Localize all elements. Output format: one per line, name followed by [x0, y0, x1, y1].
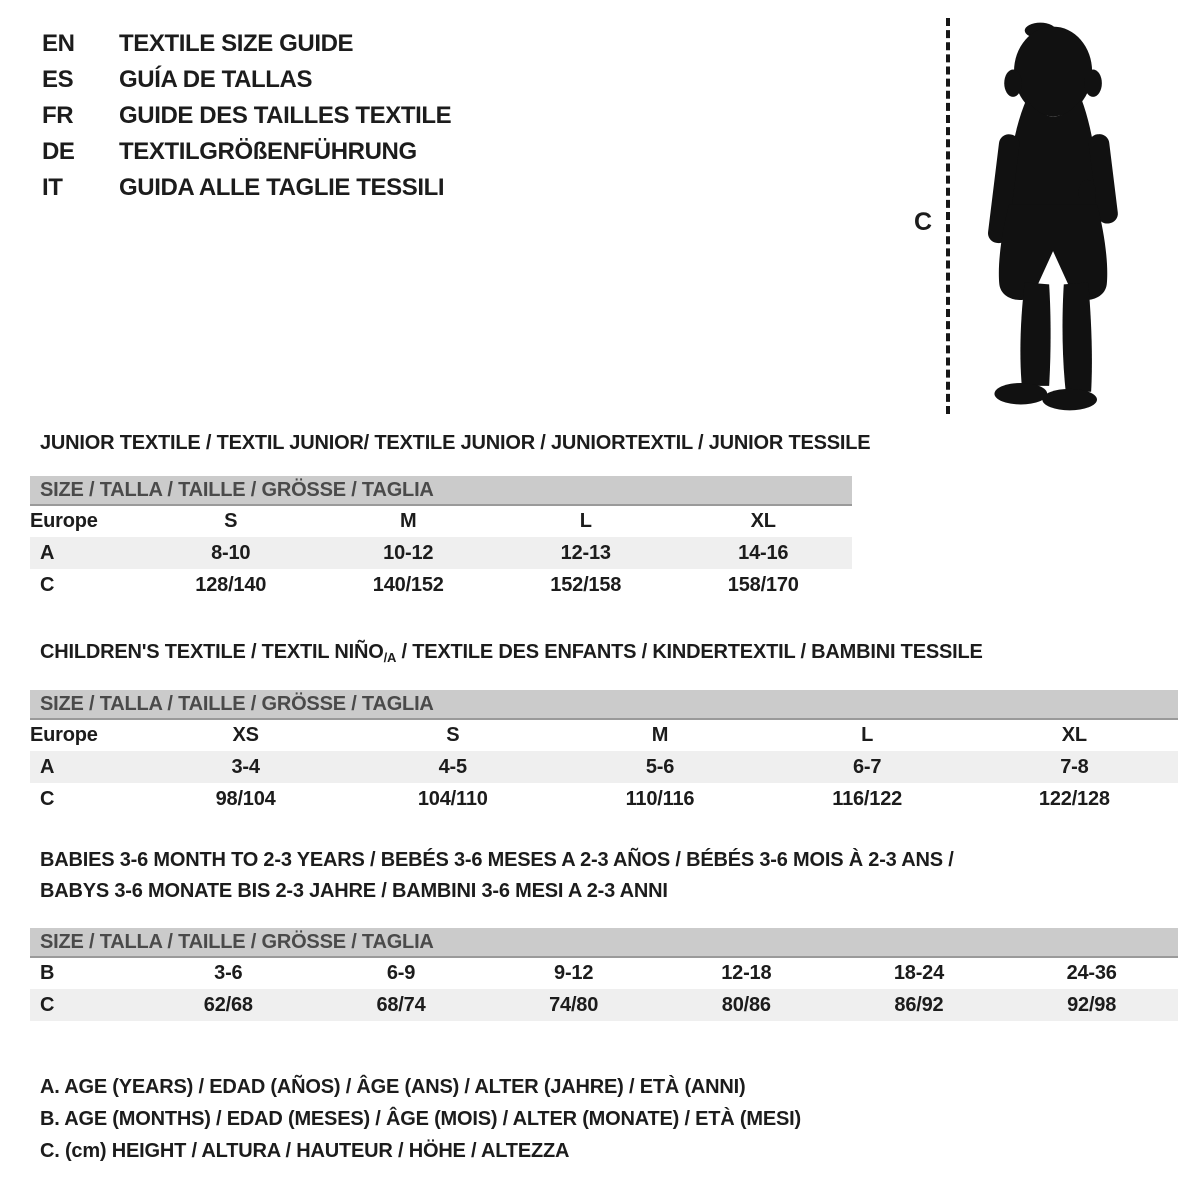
size-table-babies	[30, 928, 1178, 1021]
language-row	[42, 134, 451, 170]
section-heading-children	[40, 641, 1200, 669]
legend-item-a: A. AGE (YEARS) / EDAD (AÑOS) / ÂGE (ANS) / ALTER (JAHRE) / ETÀ (ANNI)	[40, 1076, 746, 1098]
table-cell: 62/68	[203, 993, 253, 1016]
table-cell: 9-12	[554, 962, 594, 984]
tables-area	[30, 432, 1200, 1167]
language-code: DE	[42, 138, 75, 165]
language-title: TEXTILE SIZE GUIDE	[119, 30, 354, 57]
language-code: IT	[42, 174, 63, 201]
toddler-silhouette-icon	[972, 16, 1138, 416]
table-cell: 4-5	[438, 755, 467, 778]
size-header-bar: SIZE / TALLA / TAILLE / GRÖSSE / TAGLIA	[30, 928, 1178, 957]
language-header	[42, 26, 451, 206]
language-row	[42, 98, 451, 134]
table-cell: 12-18	[721, 962, 772, 984]
table-cell: 3-6	[214, 962, 243, 984]
region-label: Europe	[30, 724, 98, 746]
table-cell: 68/74	[376, 993, 426, 1016]
row-label: A	[40, 541, 55, 564]
table-cell: 5-6	[645, 755, 675, 778]
table-row	[30, 783, 1178, 815]
table-cell: 10-12	[383, 541, 434, 564]
size-header-bar: SIZE / TALLA / TAILLE / GRÖSSE / TAGLIA	[30, 476, 852, 505]
heading-line-1: BABIES 3-6 MONTH TO 2-3 YEARS / BEBÉS 3-6 MESES A 2-3 AÑOS / BÉBÉS 3-6 MOIS À 2-3 ANS /	[40, 849, 954, 871]
size-table-children	[30, 690, 1178, 815]
language-title: GUIDA ALLE TAGLIE TESSILI	[119, 174, 445, 201]
section-heading-junior: JUNIOR TEXTILE / TEXTIL JUNIOR/ TEXTILE JUNIOR / JUNIORTEXTIL / JUNIOR TESSILE	[40, 432, 871, 454]
row-label: C	[40, 993, 55, 1016]
row-label: B	[40, 962, 55, 984]
language-row	[42, 170, 451, 206]
column-header: XL	[750, 510, 776, 532]
table-row	[30, 537, 852, 569]
row-label: C	[40, 573, 55, 596]
table-cell: 158/170	[727, 573, 799, 596]
table-cell: 104/110	[417, 787, 488, 810]
column-header: L	[861, 724, 874, 746]
column-header: L	[579, 510, 592, 532]
table-cell: 110/116	[625, 787, 695, 810]
table-cell: 92/98	[1067, 993, 1117, 1016]
column-header: S	[446, 724, 460, 746]
measure-label-c: C	[914, 208, 933, 236]
region-label: Europe	[30, 510, 98, 532]
table-cell: 98/104	[215, 787, 276, 810]
column-header: M	[400, 510, 417, 532]
table-cell: 24-36	[1066, 962, 1117, 984]
legend	[30, 1071, 1200, 1167]
table-cell: 122/128	[1038, 787, 1110, 810]
table-cell: 6-7	[853, 755, 882, 778]
table-cell: 80/86	[721, 993, 771, 1016]
language-row	[42, 62, 451, 98]
height-measure-line	[946, 18, 950, 414]
language-title: GUÍA DE TALLAS	[119, 66, 313, 93]
heading-text: / TEXTILE DES ENFANTS / KINDERTEXTIL / BAMBINI TESSILE	[396, 641, 983, 663]
heading-line-2: BABYS 3-6 MONATE BIS 2-3 JAHRE / BAMBINI 3-6 MESI A 2-3 ANNI	[40, 880, 668, 902]
column-header: XS	[232, 724, 259, 746]
table-cell: 74/80	[549, 993, 599, 1016]
table-cell: 3-4	[231, 755, 260, 778]
table-cell: 6-9	[386, 962, 416, 984]
language-title: GUIDE DES TAILLES TEXTILE	[119, 102, 452, 129]
language-code: EN	[42, 30, 75, 57]
language-title: TEXTILGRÖßENFÜHRUNG	[119, 138, 417, 165]
row-label: A	[40, 755, 55, 778]
table-cell: 116/122	[832, 787, 903, 810]
heading-text: CHILDREN'S TEXTILE / TEXTIL NIÑO	[40, 641, 384, 663]
section-heading-babies	[40, 845, 1200, 907]
column-header: XL	[1061, 724, 1087, 746]
table-cell: 7-8	[1060, 755, 1089, 778]
section-junior	[30, 432, 1200, 601]
legend-item-b: B. AGE (MONTHS) / EDAD (MESES) / ÂGE (MOIS) / ALTER (MONATE) / ETÀ (MESI)	[40, 1108, 801, 1130]
table-cell: 8-10	[211, 541, 251, 564]
table-cell: 152/158	[550, 573, 622, 596]
size-table-junior	[30, 476, 852, 601]
table-row	[30, 569, 852, 601]
section-children	[30, 641, 1200, 815]
language-code: ES	[42, 66, 74, 93]
table-cell: 12-13	[560, 541, 611, 564]
table-row	[30, 957, 1178, 989]
table-row	[30, 751, 1178, 783]
language-row	[42, 26, 451, 62]
row-label: C	[40, 787, 55, 810]
column-header: M	[651, 724, 669, 746]
table-cell: 18-24	[893, 962, 945, 984]
heading-subscript: /A	[383, 650, 397, 665]
language-code: FR	[42, 102, 74, 129]
table-cell: 128/140	[195, 573, 267, 596]
table-row	[30, 989, 1178, 1021]
table-cell: 140/152	[372, 573, 444, 596]
table-cell: 86/92	[894, 993, 944, 1016]
column-header: S	[224, 510, 238, 532]
table-cell: 14-16	[738, 541, 789, 564]
section-babies	[30, 845, 1200, 1021]
legend-item-c: C. (cm) HEIGHT / ALTURA / HAUTEUR / HÖHE / ALTEZZA	[40, 1140, 570, 1162]
size-header-bar: SIZE / TALLA / TAILLE / GRÖSSE / TAGLIA	[30, 690, 1178, 719]
